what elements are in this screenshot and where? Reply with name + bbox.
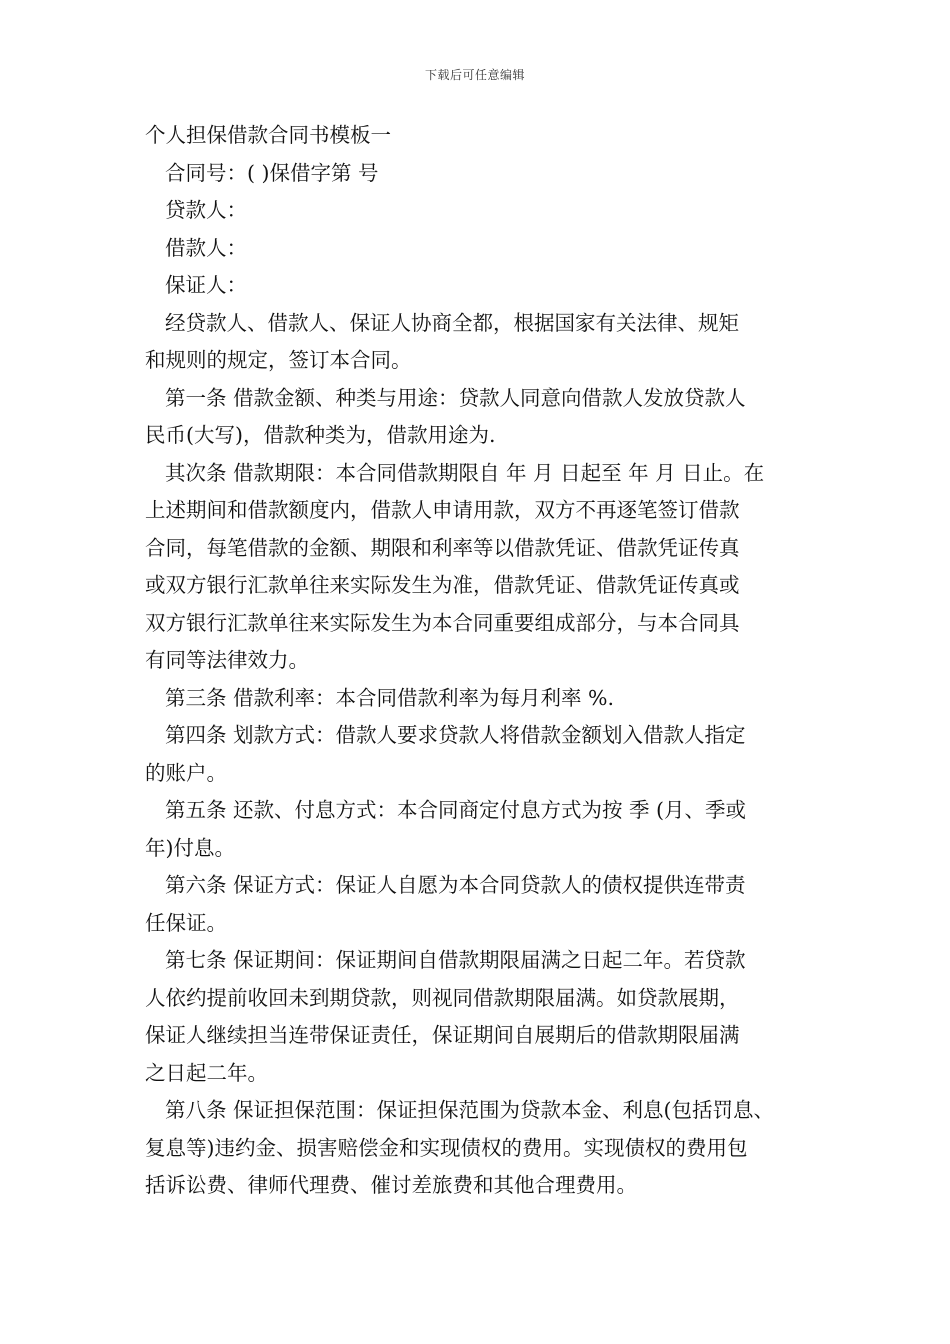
- paragraph-line: 第六条 保证方式：保证人自愿为本合同贷款人的债权提供连带责: [165, 873, 746, 897]
- paragraph-line: 第八条 保证担保范围：保证担保范围为贷款本金、利息(包括罚息、: [165, 1098, 775, 1122]
- paragraph-line: 保证人继续担当连带保证责任，保证期间自展期后的借款期限届满: [145, 1023, 740, 1047]
- paragraph-article-4: [145, 717, 815, 792]
- paragraph-article-5: [145, 792, 815, 867]
- paragraph-line: 复息等)违约金、损害赔偿金和实现债权的费用。实现债权的费用包: [145, 1135, 748, 1160]
- paragraph-article-7: [145, 942, 815, 1092]
- paragraph-line: 人依约提前收回未到期贷款，则视同借款期限届满。如贷款展期，: [145, 985, 740, 1010]
- document-body: [145, 117, 815, 1205]
- paragraph-line: 双方银行汇款单往来实际发生为本合同重要组成部分，与本合同具: [145, 610, 740, 635]
- paragraph-article-1: [145, 380, 815, 455]
- paragraph-article-2: [145, 455, 815, 680]
- paragraph-article-3: [145, 680, 815, 718]
- paragraph-article-8: [145, 1092, 815, 1205]
- paragraph-line: 的账户。: [145, 760, 227, 785]
- paragraph-line: 任保证。: [145, 910, 227, 935]
- paragraph-line: 第一条 借款金额、种类与用途：贷款人同意向借款人发放贷款人: [165, 385, 746, 410]
- paragraph-line: 和规则的规定，签订本合同。: [145, 348, 412, 372]
- paragraph-line: 其次条 借款期限：本合同借款期限自 年 月 日起至 年 月 日止。在: [165, 460, 765, 485]
- paragraph-line: 或双方银行汇款单往来实际发生为准，借款凭证、借款凭证传真或: [145, 573, 740, 597]
- paragraph-line: 第五条 还款、付息方式：本合同商定付息方式为按 季 (月、季或: [165, 798, 747, 822]
- paragraph-line: 经贷款人、借款人、保证人协商全都，根据国家有关法律、规矩: [165, 310, 739, 335]
- contract-number: 合同号：( )保借字第 号: [165, 160, 379, 185]
- paragraph-line: 第四条 划款方式：借款人要求贷款人将借款金额划入借款人指定: [165, 723, 746, 747]
- paragraph-preamble: [145, 305, 815, 380]
- guarantor-field: 保证人：: [165, 273, 247, 297]
- paragraph-line: 第三条 借款利率：本合同借款利率为每月利率 %.: [165, 685, 615, 710]
- paragraph-article-6: [145, 867, 815, 942]
- paragraph-line: 年)付息。: [145, 835, 235, 860]
- paragraph-line: 括诉讼费、律师代理费、催讨差旅费和其他合理费用。: [145, 1173, 637, 1197]
- lender-field: 贷款人：: [165, 198, 247, 222]
- paragraph-line: 有同等法律效力。: [145, 648, 309, 672]
- borrower-field: 借款人：: [165, 235, 247, 260]
- document-title: 个人担保借款合同书模板一: [145, 123, 391, 147]
- paragraph-line: 民币(大写)，借款种类为，借款用途为.: [145, 423, 496, 447]
- page-header-note: 下载后可任意编辑: [424, 68, 525, 82]
- paragraph-line: 之日起二年。: [145, 1060, 268, 1085]
- paragraph-line: 上述期间和借款额度内，借款人申请用款，双方不再逐笔签订借款: [145, 498, 740, 522]
- paragraph-line: 第七条 保证期间：保证期间自借款期限届满之日起二年。若贷款: [165, 948, 746, 972]
- paragraph-line: 合同，每笔借款的金额、期限和利率等以借款凭证、借款凭证传真: [145, 535, 740, 560]
